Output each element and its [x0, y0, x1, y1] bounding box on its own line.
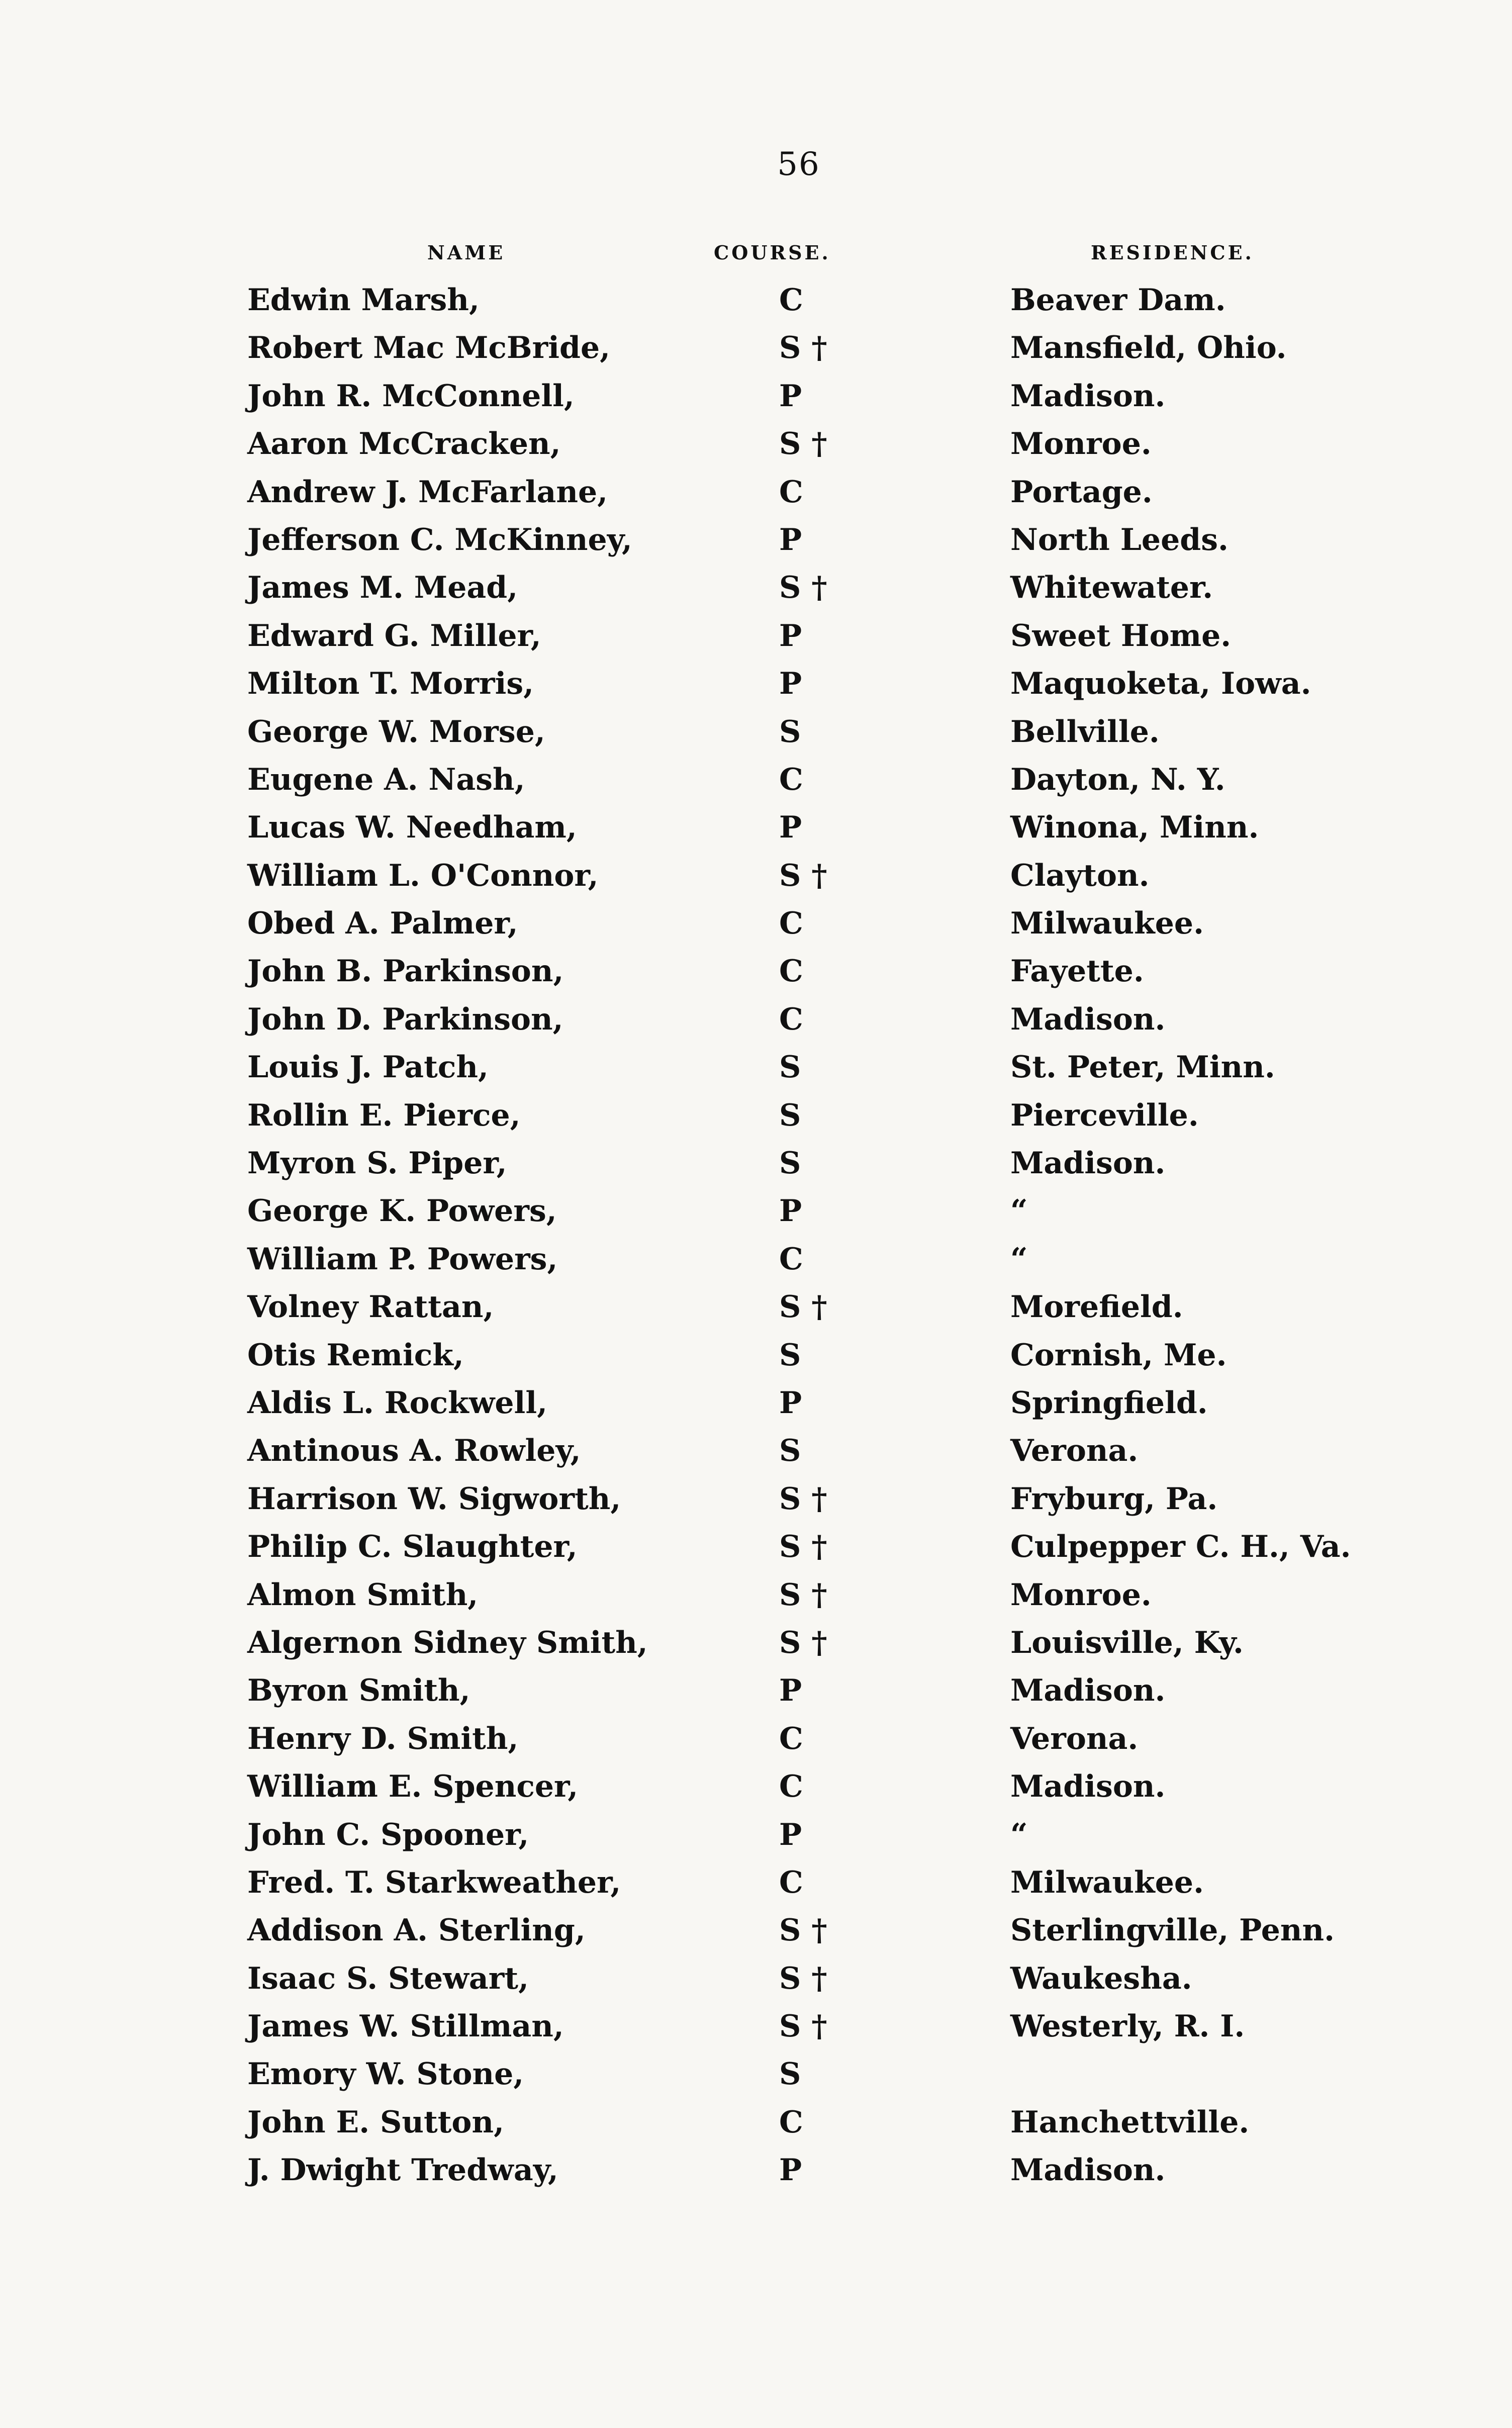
page-number: 56 [777, 146, 820, 183]
student-course: P [779, 378, 802, 414]
student-residence: Waukesha. [1010, 1960, 1192, 1996]
student-row [0, 276, 1512, 324]
student-course: P [779, 810, 802, 846]
student-residence: Maquoketa, Iowa. [1010, 666, 1311, 702]
column-header-course: COURSE. [714, 241, 831, 264]
student-course: S [779, 714, 801, 750]
student-course: C [779, 1769, 803, 1805]
student-course: C [779, 474, 803, 510]
student-residence: Fayette. [1010, 954, 1144, 989]
student-row [0, 1811, 1512, 1859]
student-residence: Louisville, Ky. [1010, 1625, 1244, 1660]
student-row [0, 2099, 1512, 2146]
student-row [0, 1667, 1512, 1715]
student-residence: Dayton, N. Y. [1010, 762, 1225, 797]
student-residence: “ [1010, 1817, 1028, 1852]
student-name: Antinous A. Rowley, [247, 1433, 581, 1469]
student-course: P [779, 522, 802, 557]
student-residence: Westerly, R. I. [1010, 2009, 1245, 2044]
student-name: Fred. T. Starkweather, [247, 1864, 621, 1900]
student-residence: Sweet Home. [1010, 618, 1232, 653]
student-name: Otis Remick, [247, 1337, 464, 1373]
student-name: James M. Mead, [247, 570, 518, 606]
student-residence: St. Peter, Minn. [1010, 1050, 1275, 1085]
student-row [0, 420, 1512, 468]
student-residence: Milwaukee. [1010, 1864, 1204, 1900]
student-course: C [779, 762, 803, 797]
student-course: S † [779, 1960, 827, 1996]
student-residence: Bellville. [1010, 714, 1160, 750]
student-name: Jefferson C. McKinney, [247, 522, 632, 557]
student-row [0, 1715, 1512, 1763]
student-name: John D. Parkinson, [247, 1001, 563, 1037]
student-residence: Cornish, Me. [1010, 1337, 1227, 1373]
student-row [0, 372, 1512, 420]
student-course: C [779, 2104, 803, 2140]
student-name: Addison A. Sterling, [247, 1913, 586, 1948]
student-row [0, 1427, 1512, 1475]
student-name: Aaron McCracken, [247, 426, 561, 462]
student-row [0, 708, 1512, 756]
student-name: Byron Smith, [247, 1673, 470, 1709]
student-residence: Fryburg, Pa. [1010, 1481, 1218, 1517]
student-residence: North Leeds. [1010, 522, 1228, 557]
student-name: Myron S. Piper, [247, 1146, 507, 1181]
student-course: S † [779, 1529, 827, 1565]
student-name: Harrison W. Sigworth, [247, 1481, 621, 1517]
student-course: S † [779, 570, 827, 606]
student-course: S † [779, 330, 827, 366]
student-residence: Hanchettville. [1010, 2104, 1250, 2140]
student-residence: Madison. [1010, 2153, 1166, 2188]
student-name: James W. Stillman, [247, 2009, 564, 2044]
student-residence: Springfield. [1010, 1385, 1208, 1421]
student-course: S [779, 1097, 801, 1133]
student-course: S † [779, 1289, 827, 1325]
student-course: S [779, 1433, 801, 1469]
student-residence: Madison. [1010, 378, 1166, 414]
student-name: Robert Mac McBride, [247, 330, 611, 366]
student-residence: Verona. [1010, 1433, 1139, 1469]
student-course: S [779, 1146, 801, 1181]
student-name: J. Dwight Tredway, [247, 2153, 558, 2188]
student-row [0, 1379, 1512, 1427]
student-course: C [779, 954, 803, 989]
student-residence: Verona. [1010, 1721, 1139, 1756]
student-row [0, 1955, 1512, 2003]
student-name: Emory W. Stone, [247, 2057, 524, 2092]
student-row [0, 1140, 1512, 1187]
student-name: Edward G. Miller, [247, 618, 541, 653]
student-course: S [779, 2057, 801, 2092]
student-name: William L. O'Connor, [247, 858, 599, 893]
student-name: Algernon Sidney Smith, [247, 1625, 648, 1660]
student-course: S [779, 1337, 801, 1373]
student-course: S † [779, 1481, 827, 1517]
column-header-name: NAME [427, 241, 506, 264]
student-row [0, 1044, 1512, 1091]
student-row [0, 996, 1512, 1044]
student-name: Rollin E. Pierce, [247, 1097, 521, 1133]
student-name: Obed A. Palmer, [247, 906, 518, 942]
student-name: William E. Spencer, [247, 1769, 579, 1805]
student-residence: Milwaukee. [1010, 906, 1204, 942]
student-row [0, 1763, 1512, 1811]
student-row [0, 1523, 1512, 1571]
student-name: George W. Morse, [247, 714, 545, 750]
student-residence: Culpepper C. H., Va. [1010, 1529, 1351, 1565]
student-name: Lucas W. Needham, [247, 810, 577, 846]
student-residence: “ [1010, 1241, 1028, 1277]
student-course: C [779, 1721, 803, 1756]
student-row [0, 2003, 1512, 2050]
student-name: John R. McConnell, [247, 378, 575, 414]
student-residence: Mansfield, Ohio. [1010, 330, 1287, 366]
student-name: George K. Powers, [247, 1193, 557, 1229]
student-residence: Monroe. [1010, 426, 1152, 462]
student-course: S [779, 1050, 801, 1085]
student-name: Andrew J. McFarlane, [247, 474, 608, 510]
student-name: Isaac S. Stewart, [247, 1960, 529, 1996]
student-course: P [779, 1193, 802, 1229]
student-name: Louis J. Patch, [247, 1050, 489, 1085]
student-residence: Portage. [1010, 474, 1153, 510]
student-residence: Madison. [1010, 1673, 1166, 1709]
student-course: S † [779, 1913, 827, 1948]
student-row [0, 612, 1512, 660]
student-residence: Winona, Minn. [1010, 810, 1259, 846]
student-row [0, 1092, 1512, 1140]
student-name: William P. Powers, [247, 1241, 558, 1277]
student-residence: Morefield. [1010, 1289, 1183, 1325]
student-name: Eugene A. Nash, [247, 762, 525, 797]
student-name: Philip C. Slaughter, [247, 1529, 578, 1565]
student-row [0, 804, 1512, 852]
student-residence: Sterlingville, Penn. [1010, 1913, 1335, 1948]
student-residence: Whitewater. [1010, 570, 1213, 606]
student-row [0, 1236, 1512, 1283]
student-course: P [779, 1385, 802, 1421]
student-row [0, 1475, 1512, 1523]
student-course: P [779, 2153, 802, 2188]
student-residence: Madison. [1010, 1146, 1166, 1181]
student-residence: Pierceville. [1010, 1097, 1199, 1133]
student-course: C [779, 1864, 803, 1900]
student-row [0, 1619, 1512, 1667]
student-course: P [779, 1673, 802, 1709]
student-residence: Monroe. [1010, 1577, 1152, 1613]
student-residence: Clayton. [1010, 858, 1150, 893]
student-course: S † [779, 426, 827, 462]
student-row [0, 469, 1512, 516]
student-name: John B. Parkinson, [247, 954, 564, 989]
student-course: P [779, 1817, 802, 1852]
student-course: C [779, 1001, 803, 1037]
student-name: Volney Rattan, [247, 1289, 494, 1325]
student-row [0, 900, 1512, 948]
student-course: P [779, 666, 802, 702]
student-course: C [779, 906, 803, 942]
student-residence: “ [1010, 1193, 1028, 1229]
student-row [0, 1907, 1512, 1954]
student-name: Aldis L. Rockwell, [247, 1385, 548, 1421]
student-name: John E. Sutton, [247, 2104, 504, 2140]
student-row [0, 2146, 1512, 2194]
student-row [0, 1283, 1512, 1331]
student-row [0, 1332, 1512, 1379]
student-row [0, 516, 1512, 564]
student-row [0, 1571, 1512, 1619]
student-name: Milton T. Morris, [247, 666, 534, 702]
student-course: P [779, 618, 802, 653]
student-row [0, 2050, 1512, 2098]
student-name: Henry D. Smith, [247, 1721, 519, 1756]
student-course: C [779, 1241, 803, 1277]
student-course: S † [779, 2009, 827, 2044]
student-name: Edwin Marsh, [247, 283, 480, 318]
student-course: S † [779, 858, 827, 893]
student-row [0, 852, 1512, 900]
student-name: Almon Smith, [247, 1577, 479, 1613]
student-course: S † [779, 1577, 827, 1613]
student-list [0, 276, 1512, 2195]
student-residence: Madison. [1010, 1001, 1166, 1037]
student-row [0, 660, 1512, 708]
student-row [0, 564, 1512, 612]
column-header-residence: RESIDENCE. [1091, 241, 1254, 264]
student-residence: Madison. [1010, 1769, 1166, 1805]
student-row [0, 1187, 1512, 1235]
student-name: John C. Spooner, [247, 1817, 529, 1852]
student-row [0, 1859, 1512, 1907]
student-row [0, 324, 1512, 372]
student-row [0, 948, 1512, 995]
student-row [0, 756, 1512, 804]
student-course: C [779, 283, 803, 318]
student-residence: Beaver Dam. [1010, 283, 1226, 318]
student-course: S † [779, 1625, 827, 1660]
